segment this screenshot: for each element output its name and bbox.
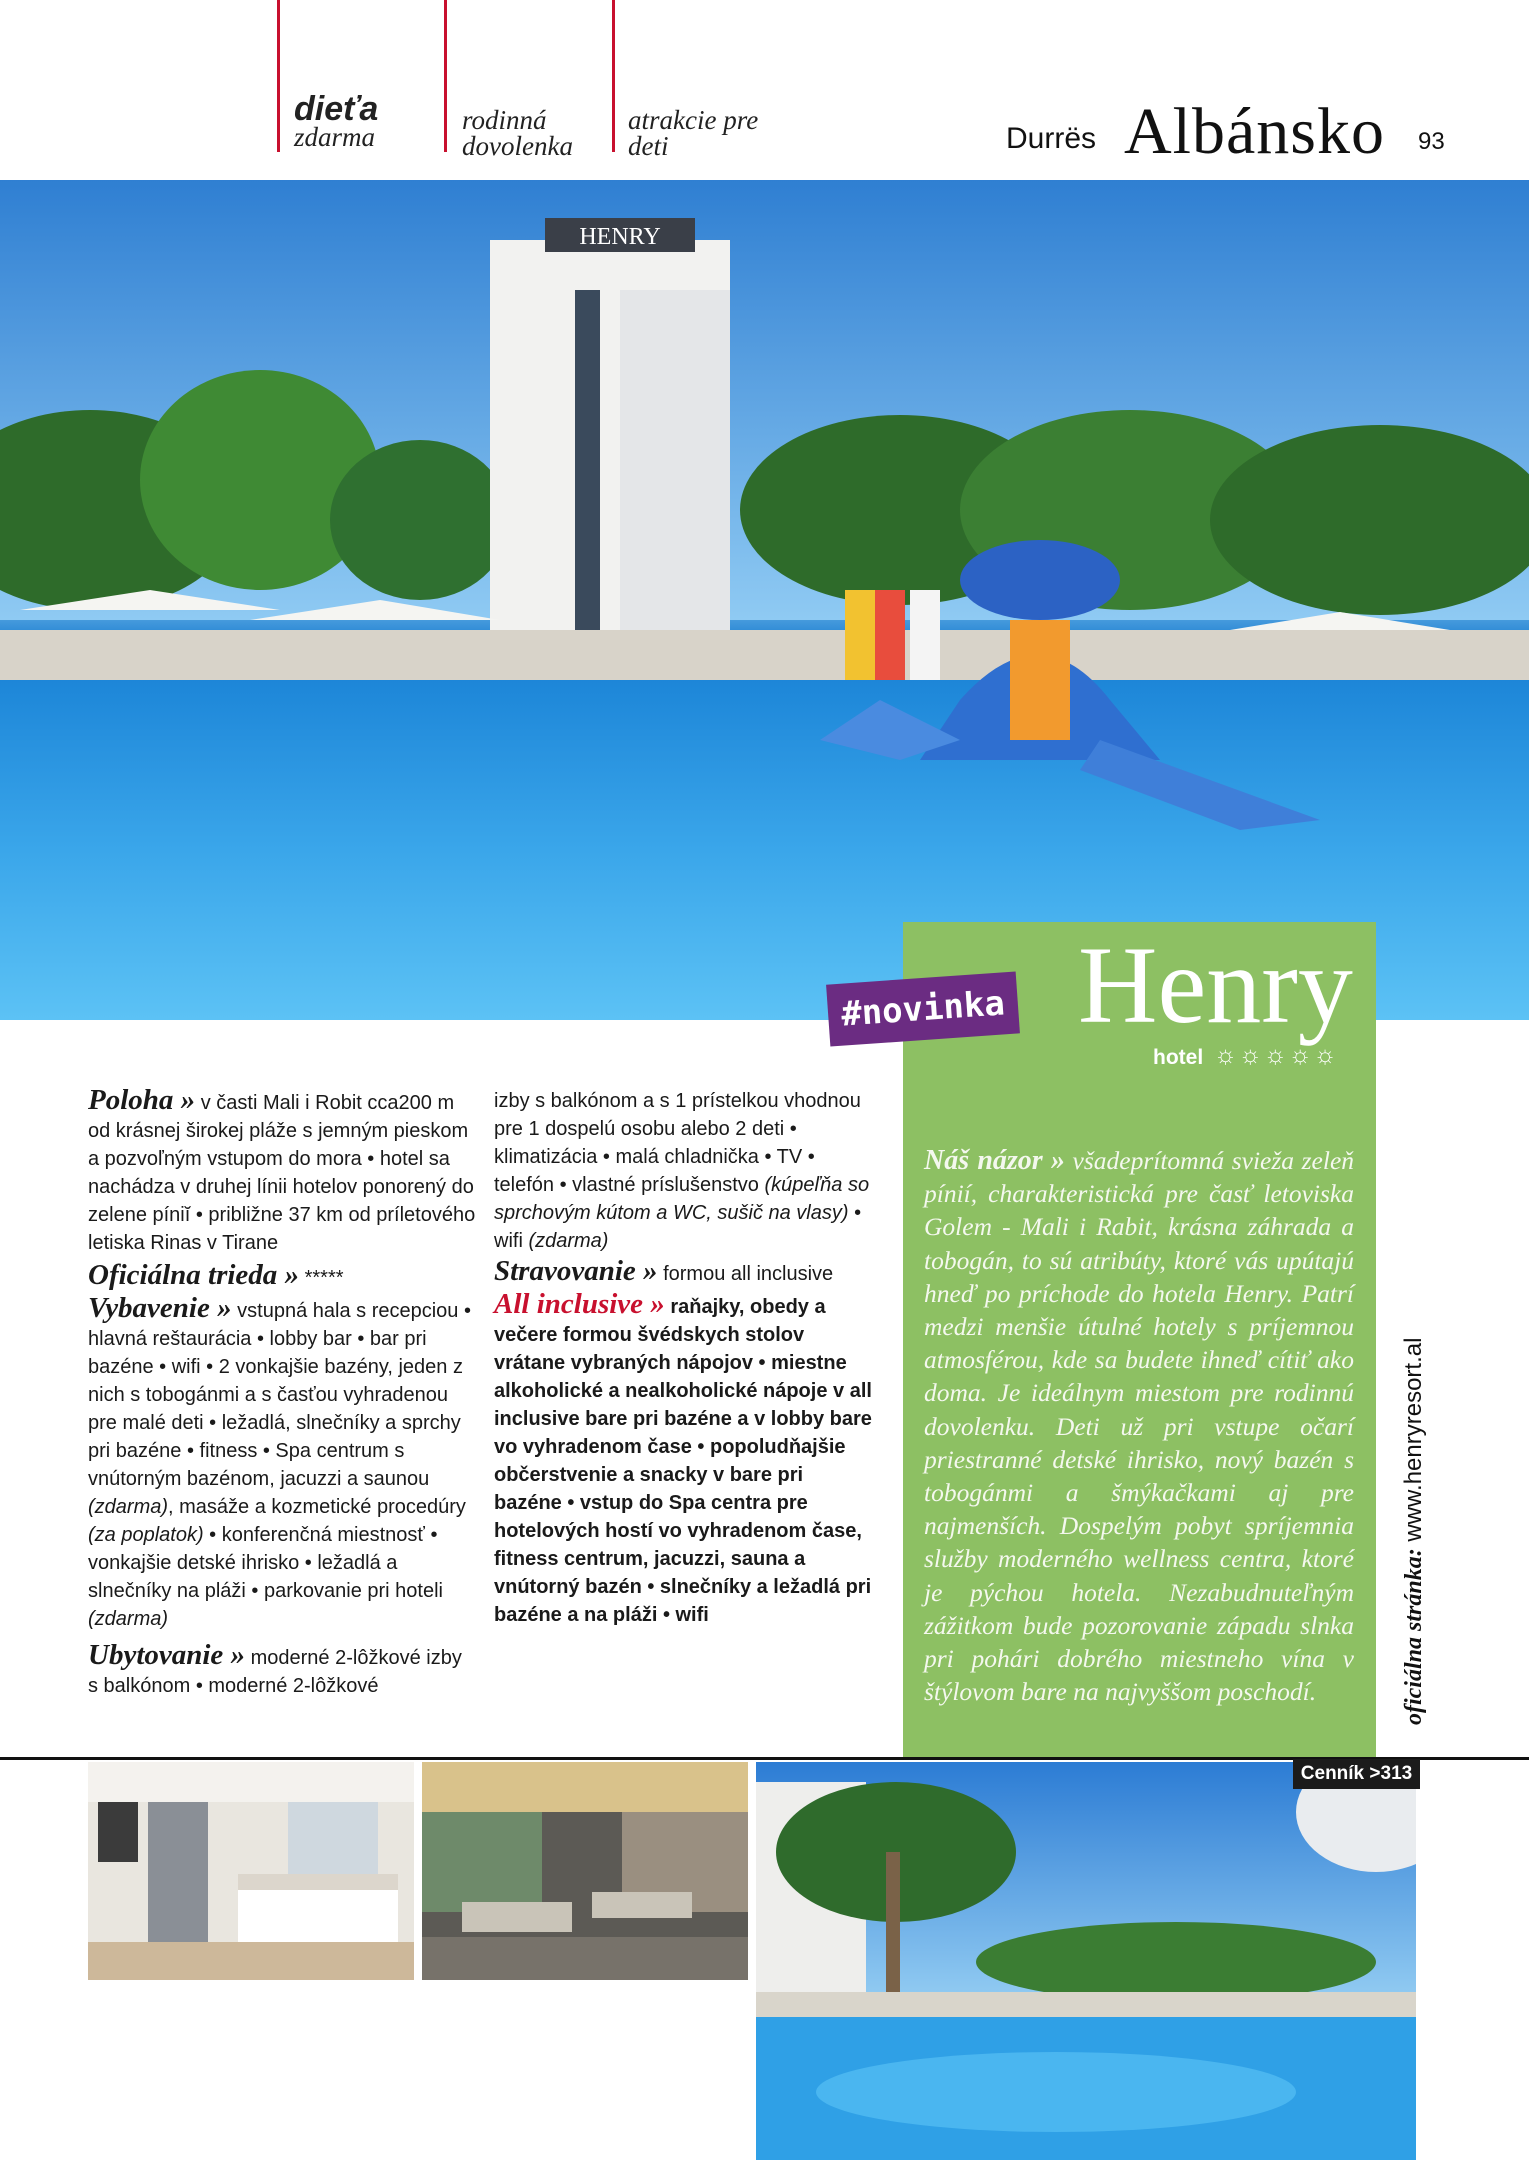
board-text: formou all inclusive [657, 1263, 834, 1285]
hotel-type-label: hotel [1153, 1046, 1204, 1069]
page-number: 93 [1418, 128, 1445, 155]
facilities-note-1: (zdarma) [88, 1496, 169, 1518]
city-name: Durrës [1006, 122, 1097, 155]
opinion-text: všadeprítomná svieža zeleň pínií, charakteristická pre časť letoviska Golem - Mali i Rabit, krásna záhrada a tobogán, to sú atribúty, ktoré vás upútajú hneď po príchode do hotela Henry. Patrí medzi menšie útulné hotely s príjemnou atmosférou, kde sa budete ihneď cítiť ako doma. Je ideálnym miestom pre rodinnú dovolenku. Deti už pri vstupe očarí priestranné detské ihrisko, nový bazén s tobogánmi a šmýkačkami aj pre najmenších. Dospelým pobyt spríjemnia služby moderného wellness centra, ktoré je pýchou hotela. Nezabudnuteľným zážitkom bude pozorovanie západu slnka pri pohári dobrého miestneho vína v štýlovom bare na najvyššom poschodí. [924, 1146, 1355, 1707]
all-inclusive-heading: All inclusive » [494, 1288, 665, 1320]
category-family-line1: rodinná [462, 105, 547, 135]
opinion-text-block [924, 1144, 1354, 1708]
all-inclusive-text: raňajky, obedy a večere formou švédskych stolov vrátane vybraných nápojov • miestne alkoholické a nealkoholické nápoje v all inclusive bare pri bazéne a v lobby bare vo vyhradenom čase • popoludňajšie občerstvenie a snacky v bare pri bazéne • vstup do Spa centra pre hotelových hostí vo vyhradenom čase, fitness centrum, jacuzzi, sauna a vnútorný bazén • slnečníky a ležadlá pri bazéne a na pláži • wifi [494, 1296, 872, 1626]
accommodation-cont-note-2: (zdarma) [528, 1230, 609, 1252]
opinion-heading: Náš názor » [924, 1145, 1065, 1176]
category-attractions-line2: deti [628, 131, 669, 161]
category-family [462, 107, 573, 159]
category-attractions [628, 107, 758, 159]
facilities-text-3: • konferenčná miestnosť • vonkajšie detské ihrisko • ležadlá a slnečníky na pláži • parkovanie pri hoteli [88, 1524, 443, 1602]
facilities-note-2: (za poplatok) [88, 1524, 204, 1546]
section-facilities [88, 1294, 476, 1633]
accommodation-text: moderné 2-lôžkové izby s balkónom • moderné 2-lôžkové [88, 1647, 462, 1697]
price-list-link[interactable]: Cenník >313 [1293, 1759, 1420, 1789]
room-photo [88, 1762, 414, 1980]
header-divider-3 [612, 0, 615, 152]
location-text: v časti Mali i Robit cca200 m od krásnej širokej pláže s jemným pieskom a pozvoľným vstupom do mora • hotel sa nachádza v druhej línii hotelov ponorený do zelene píniĭ • približne 37 km od príletového letiska Rinas v Tirane [88, 1092, 476, 1254]
star-rating: ☼☼☼☼☼ [1214, 1041, 1339, 1069]
header-divider-2 [444, 0, 447, 152]
hotel-name: Henry [1078, 924, 1353, 1046]
accommodation-heading: Ubytovanie » [88, 1639, 246, 1671]
pool-garden-illustration [756, 1762, 1416, 2160]
hotel-sign: HENRY [579, 224, 661, 250]
restaurant-photo [422, 1762, 748, 1980]
category-attractions-line1: atrakcie pre [628, 105, 759, 135]
room-illustration [88, 1762, 414, 1980]
official-class-heading: Oficiálna trieda » [88, 1259, 300, 1291]
accommodation-cont-note-1: (kúpeľňa so sprchovým kútom a WC, sušič na vlasy) [494, 1174, 870, 1224]
facilities-text-2: , masáže a kozmetické procedúry [168, 1496, 466, 1518]
section-all-inclusive [494, 1290, 874, 1629]
category-family-line2: dovolenka [462, 131, 573, 161]
category-child-free-sub: zdarma [294, 122, 376, 152]
website-url[interactable]: www.henryresort.al [1400, 1337, 1427, 1549]
section-board [494, 1257, 874, 1288]
pool-garden-photo [756, 1762, 1416, 2160]
accommodation-cont-text: izby s balkónom a s 1 prístelkou vhodnou pre 1 dospelú osobu alebo 2 deti • klimatizácia • malá chladnička • TV • telefón • vlastné príslušenstvo [494, 1090, 861, 1196]
text-column-1 [88, 1086, 476, 1700]
country-name: Albánsko [1124, 95, 1385, 168]
website-label: oficiálna stránka: [1401, 1548, 1427, 1725]
official-class-text: ***** [299, 1267, 344, 1289]
accommodation-continued [494, 1087, 874, 1255]
board-heading: Stravovanie » [494, 1255, 658, 1287]
section-accommodation [88, 1641, 476, 1700]
location-heading: Poloha » [88, 1084, 196, 1116]
facilities-heading: Vybavenie » [88, 1292, 232, 1324]
text-column-2 [494, 1087, 874, 1629]
category-child-free-title: dieťa [294, 90, 379, 128]
facilities-text-1: vstupná hala s recepciou • hlavná reštaurácia • lobby bar • bar pri bazéne • wifi • 2 vonkajšie bazény, jeden z nich s tobogánmi a s časťou vyhradenou pre malé deti • ležadlá, slnečníky a sprchy pri bazéne • fitness • Spa centrum s vnútorným bazénom, jacuzzi a saunou [88, 1300, 471, 1490]
section-official-class [88, 1261, 476, 1292]
restaurant-illustration [422, 1762, 748, 1980]
section-location [88, 1086, 476, 1257]
header-divider-1 [277, 0, 280, 152]
accommodation-cont-text-2: • wifi [494, 1202, 862, 1252]
hero-pool-photo [0, 180, 1529, 1020]
category-child-free [294, 90, 379, 152]
official-website[interactable] [1400, 1338, 1428, 1725]
new-badge: #novinka [826, 971, 1020, 1046]
facilities-note-3: (zdarma) [88, 1608, 169, 1630]
hero-illustration [0, 180, 1529, 1020]
